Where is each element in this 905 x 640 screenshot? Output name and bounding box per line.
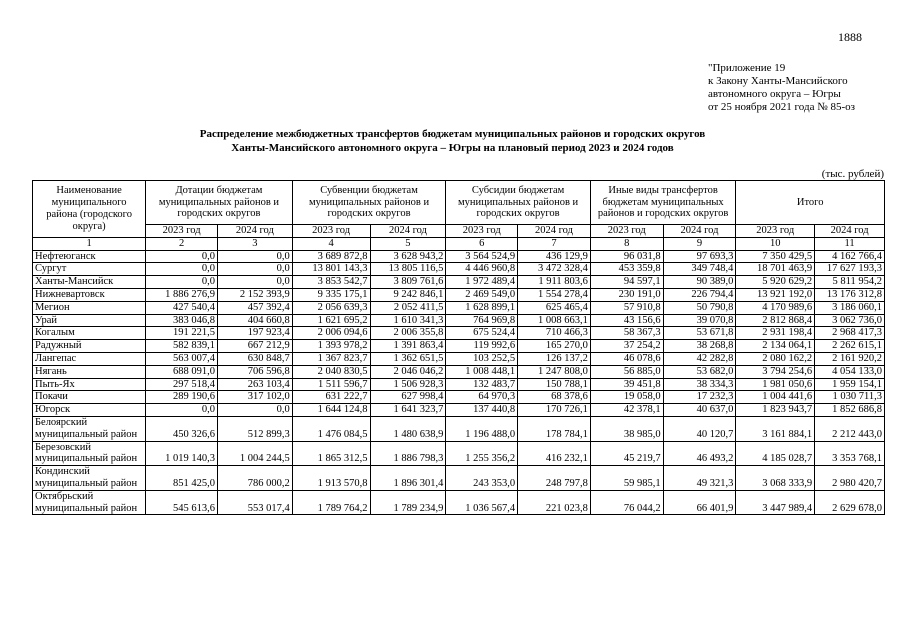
value-cell: 1 019 140,3 — [146, 441, 218, 466]
value-cell: 126 137,2 — [518, 352, 591, 365]
value-cell: 1 362 651,5 — [370, 352, 446, 365]
value-cell: 457 392,4 — [217, 301, 292, 314]
value-cell: 42 282,8 — [663, 352, 736, 365]
value-cell: 1 004 244,5 — [217, 441, 292, 466]
value-cell: 563 007,4 — [146, 352, 218, 365]
year-header-cell: 2024 год — [663, 225, 736, 238]
value-cell: 349 748,4 — [663, 263, 736, 276]
value-cell: 150 788,1 — [518, 378, 591, 391]
value-cell: 58 367,3 — [590, 327, 663, 340]
table-row — [33, 250, 885, 263]
row-name-cell: Березовский муниципальный район — [33, 441, 146, 466]
value-cell: 3 794 254,6 — [736, 365, 815, 378]
appendix-note — [708, 62, 855, 114]
year-header-cell: 2024 год — [518, 225, 591, 238]
table-row — [33, 352, 885, 365]
value-cell: 1 981 050,6 — [736, 378, 815, 391]
value-cell: 2 161 920,2 — [815, 352, 885, 365]
value-cell: 3 628 943,2 — [370, 250, 446, 263]
year-header-cell: 2024 год — [217, 225, 292, 238]
value-cell: 1 913 570,8 — [292, 466, 370, 491]
value-cell: 625 465,4 — [518, 301, 591, 314]
table-row — [33, 288, 885, 301]
value-cell: 1 247 808,0 — [518, 365, 591, 378]
value-cell: 2 080 162,2 — [736, 352, 815, 365]
value-cell: 1 008 448,1 — [446, 365, 518, 378]
value-cell: 545 613,6 — [146, 490, 218, 515]
header-subventions: Субвенции бюджетам муниципальных районов и городских округов — [292, 181, 446, 225]
value-cell: 627 998,4 — [370, 391, 446, 404]
row-name-cell: Нижневартовск — [33, 288, 146, 301]
header-name: Наименование муниципального района (городского округа) — [33, 181, 146, 238]
value-cell: 2 040 830,5 — [292, 365, 370, 378]
table-row — [33, 416, 885, 441]
value-cell: 1 959 154,1 — [815, 378, 885, 391]
value-cell: 50 790,8 — [663, 301, 736, 314]
value-cell: 667 212,9 — [217, 340, 292, 353]
value-cell: 289 190,6 — [146, 391, 218, 404]
value-cell: 2 968 417,3 — [815, 327, 885, 340]
value-cell: 1 004 441,6 — [736, 391, 815, 404]
value-cell: 317 102,0 — [217, 391, 292, 404]
value-cell: 42 378,1 — [590, 404, 663, 417]
value-cell: 3 689 872,8 — [292, 250, 370, 263]
value-cell: 57 910,8 — [590, 301, 663, 314]
year-header-row — [33, 225, 885, 238]
value-cell: 39 451,8 — [590, 378, 663, 391]
value-cell: 3 472 328,4 — [518, 263, 591, 276]
value-cell: 1 008 663,1 — [518, 314, 591, 327]
value-cell: 2 469 549,0 — [446, 288, 518, 301]
row-name-cell: Пыть-Ях — [33, 378, 146, 391]
row-name-cell: Октябрьский муниципальный район — [33, 490, 146, 515]
table-row — [33, 404, 885, 417]
table-row — [33, 301, 885, 314]
value-cell: 688 091,0 — [146, 365, 218, 378]
value-cell: 45 219,7 — [590, 441, 663, 466]
value-cell: 1 641 323,7 — [370, 404, 446, 417]
table-row — [33, 340, 885, 353]
appendix-line: к Закону Ханты-Мансийского — [708, 75, 848, 87]
value-cell: 3 062 736,0 — [815, 314, 885, 327]
value-cell: 0,0 — [146, 263, 218, 276]
value-cell: 3 447 989,4 — [736, 490, 815, 515]
value-cell: 97 693,3 — [663, 250, 736, 263]
column-index-cell: 11 — [815, 237, 885, 250]
value-cell: 43 156,6 — [590, 314, 663, 327]
index-header-row — [33, 237, 885, 250]
table-row — [33, 276, 885, 289]
document-title — [30, 127, 875, 155]
value-cell: 221 023,8 — [518, 490, 591, 515]
value-cell: 178 784,1 — [518, 416, 591, 441]
row-name-cell: Лангепас — [33, 352, 146, 365]
value-cell: 7 350 429,5 — [736, 250, 815, 263]
value-cell: 764 969,8 — [446, 314, 518, 327]
value-cell: 170 726,1 — [518, 404, 591, 417]
column-index-cell: 8 — [590, 237, 663, 250]
value-cell: 49 321,3 — [663, 466, 736, 491]
value-cell: 0,0 — [217, 250, 292, 263]
value-cell: 1 196 488,0 — [446, 416, 518, 441]
value-cell: 1 644 124,8 — [292, 404, 370, 417]
value-cell: 76 044,2 — [590, 490, 663, 515]
value-cell: 90 389,0 — [663, 276, 736, 289]
appendix-line: "Приложение 19 — [708, 62, 786, 74]
value-cell: 56 885,0 — [590, 365, 663, 378]
year-header-cell: 2024 год — [370, 225, 446, 238]
value-cell: 1 886 276,9 — [146, 288, 218, 301]
header-other-transfers: Иные виды трансфертов бюджетам муниципальных районов и городских округов — [590, 181, 736, 225]
table-row — [33, 327, 885, 340]
value-cell: 631 222,7 — [292, 391, 370, 404]
table-row — [33, 365, 885, 378]
value-cell: 383 046,8 — [146, 314, 218, 327]
value-cell: 66 401,9 — [663, 490, 736, 515]
year-header-cell: 2023 год — [292, 225, 370, 238]
value-cell: 94 597,1 — [590, 276, 663, 289]
value-cell: 450 326,6 — [146, 416, 218, 441]
row-name-cell: Белоярский муниципальный район — [33, 416, 146, 441]
appendix-line: автономного округа – Югры — [708, 88, 841, 100]
value-cell: 119 992,6 — [446, 340, 518, 353]
row-name-cell: Югорск — [33, 404, 146, 417]
value-cell: 2 212 443,0 — [815, 416, 885, 441]
value-cell: 3 853 542,7 — [292, 276, 370, 289]
value-cell: 297 518,4 — [146, 378, 218, 391]
value-cell: 436 129,9 — [518, 250, 591, 263]
value-cell: 0,0 — [217, 404, 292, 417]
value-cell: 1 511 596,7 — [292, 378, 370, 391]
value-cell: 2 980 420,7 — [815, 466, 885, 491]
value-cell: 1 393 978,2 — [292, 340, 370, 353]
value-cell: 4 185 028,7 — [736, 441, 815, 466]
value-cell: 46 078,6 — [590, 352, 663, 365]
value-cell: 630 848,7 — [217, 352, 292, 365]
value-cell: 0,0 — [217, 263, 292, 276]
value-cell: 675 524,4 — [446, 327, 518, 340]
value-cell: 19 058,0 — [590, 391, 663, 404]
value-cell: 103 252,5 — [446, 352, 518, 365]
value-cell: 137 440,8 — [446, 404, 518, 417]
value-cell: 427 540,4 — [146, 301, 218, 314]
value-cell: 9 242 846,1 — [370, 288, 446, 301]
value-cell: 1 865 312,5 — [292, 441, 370, 466]
year-header-cell: 2023 год — [446, 225, 518, 238]
column-index-cell: 6 — [446, 237, 518, 250]
value-cell: 2 052 411,5 — [370, 301, 446, 314]
title-line-1: Распределение межбюджетных трансфертов бюджетам муниципальных районов и городских округов — [199, 128, 706, 140]
value-cell: 404 660,8 — [217, 314, 292, 327]
year-header-cell: 2023 год — [736, 225, 815, 238]
value-cell: 1 852 686,8 — [815, 404, 885, 417]
column-index-cell: 3 — [217, 237, 292, 250]
value-cell: 243 353,0 — [446, 466, 518, 491]
row-name-cell: Урай — [33, 314, 146, 327]
value-cell: 1 030 711,3 — [815, 391, 885, 404]
value-cell: 0,0 — [217, 276, 292, 289]
value-cell: 851 425,0 — [146, 466, 218, 491]
value-cell: 1 367 823,7 — [292, 352, 370, 365]
value-cell: 1 823 943,7 — [736, 404, 815, 417]
row-name-cell: Покачи — [33, 391, 146, 404]
year-header-cell: 2024 год — [815, 225, 885, 238]
value-cell: 4 170 989,6 — [736, 301, 815, 314]
value-cell: 1 896 301,4 — [370, 466, 446, 491]
row-name-cell: Сургут — [33, 263, 146, 276]
table-row — [33, 441, 885, 466]
table-row — [33, 263, 885, 276]
value-cell: 64 970,3 — [446, 391, 518, 404]
value-cell: 3 353 768,1 — [815, 441, 885, 466]
value-cell: 2 262 615,1 — [815, 340, 885, 353]
value-cell: 1 621 695,2 — [292, 314, 370, 327]
value-cell: 13 921 192,0 — [736, 288, 815, 301]
value-cell: 38 268,8 — [663, 340, 736, 353]
table-row — [33, 391, 885, 404]
column-index-cell: 4 — [292, 237, 370, 250]
value-cell: 53 682,0 — [663, 365, 736, 378]
value-cell: 512 899,3 — [217, 416, 292, 441]
table-row — [33, 314, 885, 327]
value-cell: 5 811 954,2 — [815, 276, 885, 289]
value-cell: 2 134 064,1 — [736, 340, 815, 353]
table-row — [33, 378, 885, 391]
value-cell: 1 789 764,2 — [292, 490, 370, 515]
value-cell: 226 794,4 — [663, 288, 736, 301]
value-cell: 2 931 198,4 — [736, 327, 815, 340]
page-number: 1888 — [838, 30, 862, 44]
value-cell: 165 270,0 — [518, 340, 591, 353]
value-cell: 9 335 175,1 — [292, 288, 370, 301]
value-cell: 248 797,8 — [518, 466, 591, 491]
value-cell: 40 120,7 — [663, 416, 736, 441]
value-cell: 3 068 333,9 — [736, 466, 815, 491]
value-cell: 1 628 899,1 — [446, 301, 518, 314]
value-cell: 17 232,3 — [663, 391, 736, 404]
value-cell: 68 378,6 — [518, 391, 591, 404]
row-name-cell: Ханты-Мансийск — [33, 276, 146, 289]
value-cell: 3 809 761,6 — [370, 276, 446, 289]
value-cell: 132 483,7 — [446, 378, 518, 391]
value-cell: 1 972 489,4 — [446, 276, 518, 289]
year-header-cell: 2023 год — [590, 225, 663, 238]
row-name-cell: Когалым — [33, 327, 146, 340]
value-cell: 2 152 393,9 — [217, 288, 292, 301]
value-cell: 40 637,0 — [663, 404, 736, 417]
value-cell: 53 671,8 — [663, 327, 736, 340]
value-cell: 18 701 463,9 — [736, 263, 815, 276]
value-cell: 1 476 084,5 — [292, 416, 370, 441]
value-cell: 37 254,2 — [590, 340, 663, 353]
value-cell: 1 610 341,3 — [370, 314, 446, 327]
value-cell: 786 000,2 — [217, 466, 292, 491]
value-cell: 17 627 193,3 — [815, 263, 885, 276]
value-cell: 38 985,0 — [590, 416, 663, 441]
value-cell: 3 161 884,1 — [736, 416, 815, 441]
value-cell: 2 006 094,6 — [292, 327, 370, 340]
value-cell: 39 070,8 — [663, 314, 736, 327]
row-name-cell: Радужный — [33, 340, 146, 353]
value-cell: 416 232,1 — [518, 441, 591, 466]
value-cell: 553 017,4 — [217, 490, 292, 515]
appendix-line: от 25 ноября 2021 года № 85-оз — [708, 101, 855, 113]
value-cell: 263 103,4 — [217, 378, 292, 391]
value-cell: 4 162 766,4 — [815, 250, 885, 263]
column-index-cell: 9 — [663, 237, 736, 250]
value-cell: 1 255 356,2 — [446, 441, 518, 466]
value-cell: 191 221,5 — [146, 327, 218, 340]
value-cell: 5 920 629,2 — [736, 276, 815, 289]
value-cell: 2 056 639,3 — [292, 301, 370, 314]
row-name-cell: Нягань — [33, 365, 146, 378]
row-name-cell: Кондинский муниципальный район — [33, 466, 146, 491]
value-cell: 197 923,4 — [217, 327, 292, 340]
value-cell: 1 886 798,3 — [370, 441, 446, 466]
value-cell: 1 036 567,4 — [446, 490, 518, 515]
table-row — [33, 490, 885, 515]
table-body — [33, 250, 885, 515]
column-index-cell: 10 — [736, 237, 815, 250]
value-cell: 706 596,8 — [217, 365, 292, 378]
value-cell: 230 191,0 — [590, 288, 663, 301]
value-cell: 3 564 524,9 — [446, 250, 518, 263]
row-name-cell: Мегион — [33, 301, 146, 314]
value-cell: 4 054 133,0 — [815, 365, 885, 378]
value-cell: 453 359,8 — [590, 263, 663, 276]
value-cell: 1 480 638,9 — [370, 416, 446, 441]
value-cell: 13 176 312,8 — [815, 288, 885, 301]
value-cell: 46 493,2 — [663, 441, 736, 466]
title-line-2: Ханты-Мансийского автономного округа – Югры на плановый период 2023 и 2024 годов — [231, 142, 674, 154]
header-total: Итого — [736, 181, 885, 225]
value-cell: 0,0 — [146, 250, 218, 263]
value-cell: 0,0 — [146, 276, 218, 289]
value-cell: 3 186 060,1 — [815, 301, 885, 314]
column-index-cell: 2 — [146, 237, 218, 250]
value-cell: 4 446 960,8 — [446, 263, 518, 276]
transfers-table — [32, 180, 885, 515]
value-cell: 2 812 868,4 — [736, 314, 815, 327]
value-cell: 38 334,3 — [663, 378, 736, 391]
value-cell: 13 805 116,5 — [370, 263, 446, 276]
value-cell: 96 031,8 — [590, 250, 663, 263]
column-index-cell: 5 — [370, 237, 446, 250]
column-index-cell: 7 — [518, 237, 591, 250]
value-cell: 13 801 143,3 — [292, 263, 370, 276]
value-cell: 2 629 678,0 — [815, 490, 885, 515]
header-subsidies-dotations: Дотации бюджетам муниципальных районов и городских округов — [146, 181, 293, 225]
value-cell: 582 839,1 — [146, 340, 218, 353]
value-cell: 1 789 234,9 — [370, 490, 446, 515]
value-cell: 2 046 046,2 — [370, 365, 446, 378]
value-cell: 1 506 928,3 — [370, 378, 446, 391]
row-name-cell: Нефтеюганск — [33, 250, 146, 263]
year-header-cell: 2023 год — [146, 225, 218, 238]
column-index-cell: 1 — [33, 237, 146, 250]
value-cell: 59 985,1 — [590, 466, 663, 491]
value-cell: 1 911 803,6 — [518, 276, 591, 289]
value-cell: 1 554 278,4 — [518, 288, 591, 301]
value-cell: 0,0 — [146, 404, 218, 417]
table-row — [33, 466, 885, 491]
value-cell: 1 391 863,4 — [370, 340, 446, 353]
value-cell: 2 006 355,8 — [370, 327, 446, 340]
header-subsidies: Субсидии бюджетам муниципальных районов и городских округов — [446, 181, 591, 225]
value-cell: 710 466,3 — [518, 327, 591, 340]
units-label: (тыс. рублей) — [821, 168, 884, 180]
